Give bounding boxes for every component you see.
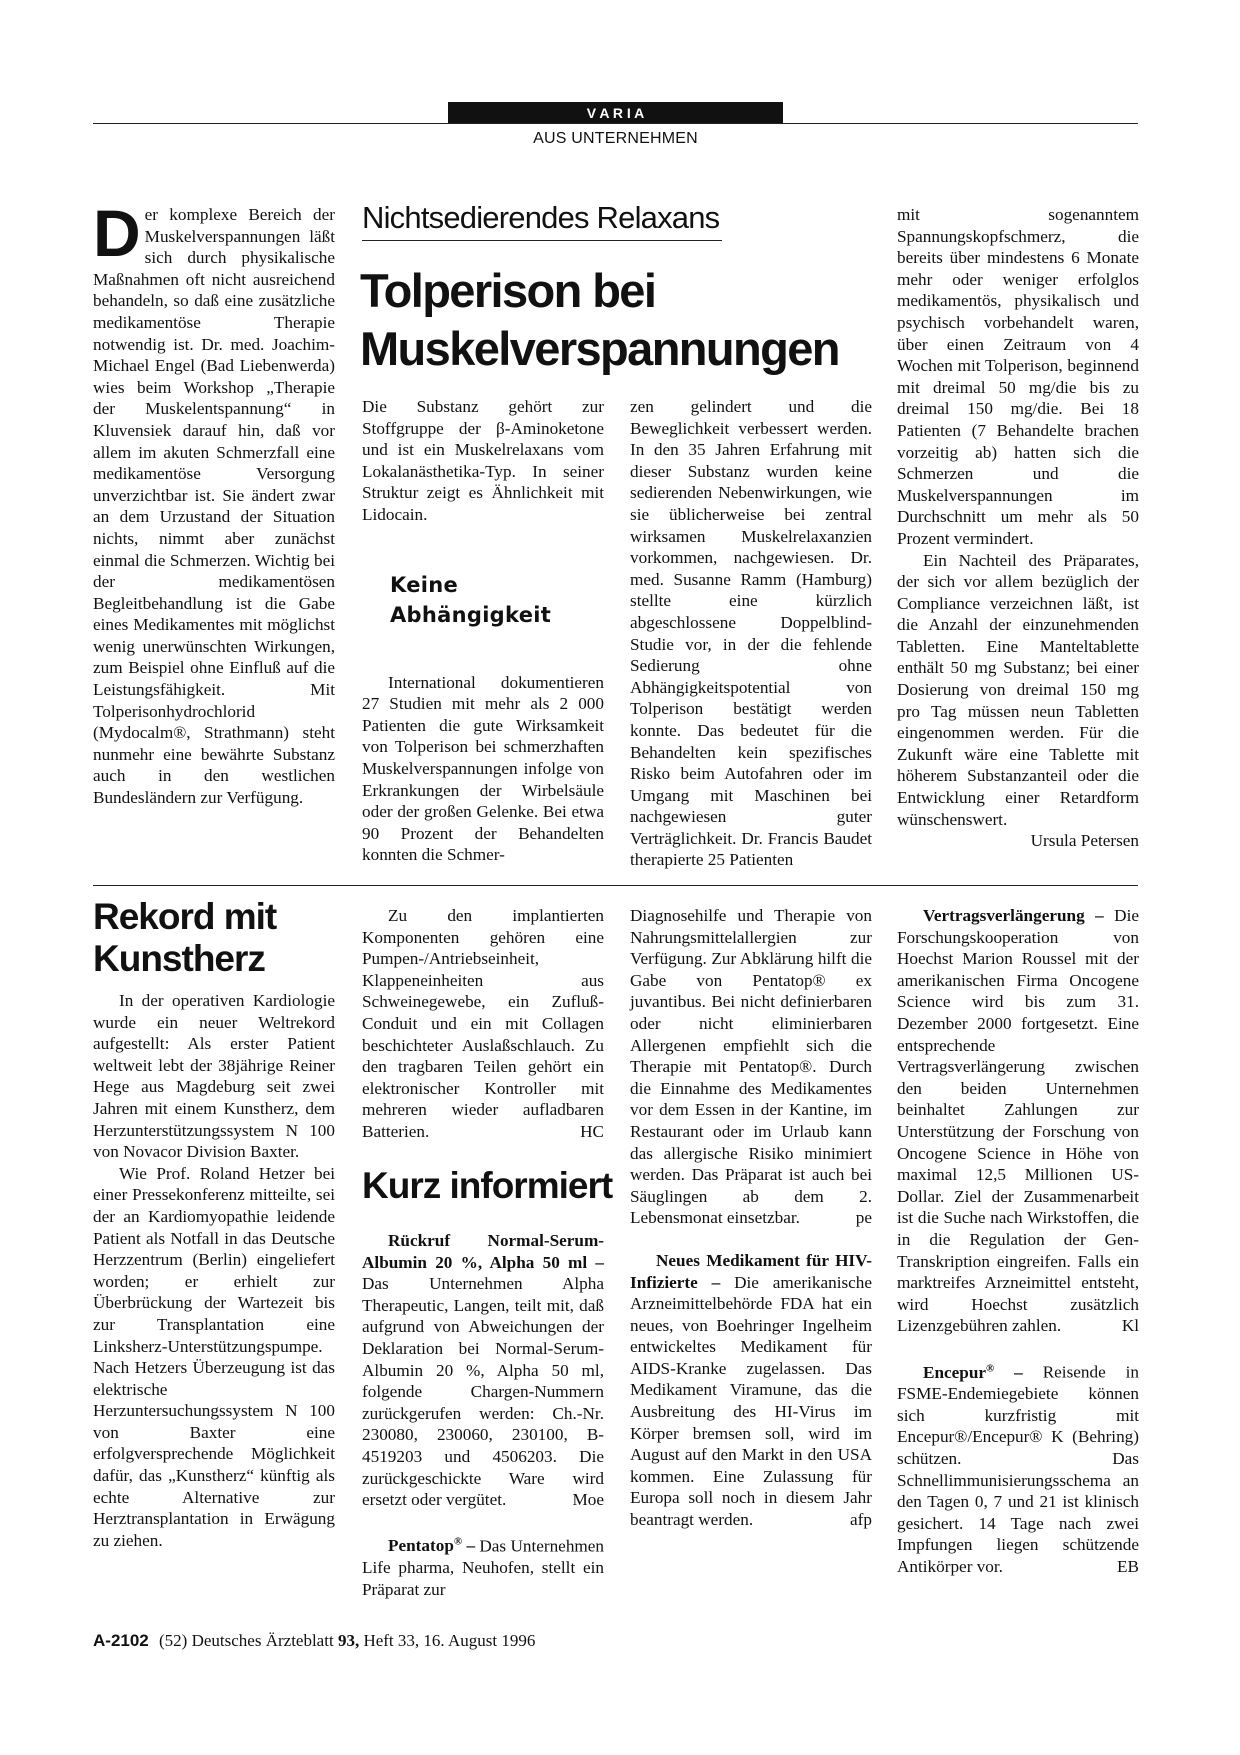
item2-dash: – [462, 1536, 476, 1556]
item4 [897, 905, 1139, 1337]
article1-col4-p2-wrap [897, 550, 1139, 851]
article3-col2 [362, 1230, 604, 1600]
mid-rule [93, 885, 1138, 886]
kicker-underline [362, 240, 722, 241]
article1-headline-line2: Muskelverspannungen [360, 322, 839, 375]
article1-col1 [93, 196, 335, 809]
volume: 93, [337, 1631, 360, 1650]
item2-cont [630, 905, 872, 1229]
article1-kicker: Nichtsedierendes Relaxans [362, 200, 720, 235]
article1-col4-p2: Ein Nachteil des Präparates, der sich vor allem bezüglich der Compliance verzeichnen läßt, ist die Anzahl der einzunehmenden Tabletten. Eine Manteltablette enthält 50 mg Substanz; bei einer Dosierung von dreimal 150 mg pro Tag müssen neun Tabletten eingenommen werden. Für die Zukunft wäre eine Tablette mit höherem Substanzanteil oder die Entwicklung einer Retardform wünschenswert. [897, 550, 1139, 829]
subsection-label: AUS UNTERNEHMEN [533, 130, 698, 147]
item1-text: Das Unternehmen Alpha Therapeutic, Langen, teilt mit, daß aufgrund von Abweichungen der Deklaration bei Normal-Serum-Albumin 20 %, Alpha 50 ml, folgende Chargen-Nummern zurückgerufen werden: Ch.-Nr. 230080, 230060, 230100, B-4519203 und 4506203. Die zurückgeschickte Ware wird ersetzt oder vergütet. [362, 1274, 604, 1510]
article3-headline: Kurz informiert [362, 1165, 613, 1206]
article2-p3: Zu den implantierten Komponenten gehören eine Pumpen-/Antriebseinheit, Klappeneinheiten aus Schweinegewebe, ein Zufluß-Conduit und ein mit Collagen beschichteter Auslaßschlauch. Zu den tragbaren Teilen gehört ein elektronischer Kontroller mit mehreren wieder aufladbaren Batterien. [362, 906, 604, 1141]
article2-col2 [362, 905, 604, 1143]
article1-subheading [390, 570, 604, 630]
item5 [897, 1358, 1139, 1578]
article1-author: Ursula Petersen [1030, 831, 1139, 851]
item5-dash: – [994, 1362, 1023, 1382]
article3-col4 [897, 905, 1139, 1578]
article1-intro: Die Substanz gehört zur Stoffgruppe der β-Aminoketone und ist ein Muskelrelaxans vom Lokalanästhetika-Typ. In seiner Struktur zeigt es Ähnlichkeit mit Lidocain. [362, 397, 604, 524]
article1-col2 [362, 396, 604, 866]
article2-author: HC [580, 1121, 604, 1141]
article2-headline-line2: Kunstherz [93, 938, 265, 979]
drop-cap: D [93, 196, 141, 270]
article3-col3 [630, 905, 872, 1531]
page-footer [93, 1630, 793, 1652]
article2-headline [93, 896, 335, 980]
article2-p2: Wie Prof. Roland Hetzer bei einer Pressekonferenz mitteilte, sei der an Kardiomyopathie leidende Patient als Notfall in das Deutsche Herzzentrum (Berlin) eingeliefert worden; er erhielt zur Überbrückung der Wartezeit bis zur Transplantation eine Linksherz-Unterstützungspumpe. Nach Hetzers Überzeugung ist das elektrische Herzuntersuchungssystem N 100 von Baxter eine erfolgversprechende Möglichkeit dafür, das „Kunstherz“ künftig als echte Alternative zur Herztransplantation in Erwägung zu ziehen. [93, 1163, 335, 1550]
item2-text-b: Diagnosehilfe und Therapie von Nahrungsmittelallergien zur Verfügung. Zur Abklärung hilft die Gabe von Pentatop® ex juvantibus. Bei nicht definierbaren oder nicht eliminierbaren Allergenen empfiehlt sich die Therapie mit Pentatop®. Durch die Einnahme des Medikamentes vor dem Essen in der Kantine, im Restaurant oder im Urlaub kann das allergische Risiko minimiert werden. Das Präparat ist auch bei Säuglingen ab dem 2. Lebensmonat einsetzbar. [630, 906, 872, 1228]
item2-lead: Pentatop [388, 1536, 454, 1556]
article2-p1: In der operativen Kardiologie wurde ein neuer Weltrekord aufgestellt: Als erster Patient weltweit lebt der 38jährige Reiner Hege aus Magdeburg seit zwei Jahren mit einem Kunstherz, dem Herzunterstützungssystem N 100 von Novacor Division Baxter. [93, 991, 335, 1162]
item5-text: Reisende in FSME-Endemiegebiete können sich kurzfristig mit Encepur®/Encepur® K (Behring) schützen. Das Schnellimmunisierungsschema an den Tagen 0, 7 und 21 ist klinisch gesichert. 14 Tage nach zwei Impfungen liegen schützende Antikörper vor. [897, 1362, 1140, 1576]
section-label: V A R I A [586, 105, 645, 121]
page-code: A-2102 [93, 1631, 149, 1650]
article1-col4 [897, 204, 1139, 852]
issue: Heft 33, 16. August 1996 [363, 1631, 536, 1650]
subheading-line1: Keine [390, 572, 459, 597]
item3-lead: Neues Medikament für HIV-Infizierte – [630, 1250, 872, 1292]
item3-author: afp [850, 1510, 872, 1530]
item3-text: Die amerikanische Arzneimittelbehörde FDA hat ein neues, von Boehringer Ingelheim entwickeltes Medikament für AIDS-Kranke zugelassen. Das Medikament Viramune, das die Ausbreitung des HI-Virus im Körper bremsen soll, wird im August auf den Markt in den USA kommen. Eine Zulassung für Europa soll noch in diesem Jahr beantragt werden. [630, 1272, 873, 1530]
item4-text: Die Forschungskooperation von Hoechst Marion Roussel mit der amerikanischen Firma Oncogene Science wird bis zum 31. Dezember 2000 fortgesetzt. Eine entsprechende Vertragsverlängerung zwischen den beiden Unternehmen beinhaltet Zahlungen zur Unterstützung der Forschung von Oncogene Science in Höhe von maximal 12,5 Millionen US-Dollar. Ziel der Zusammenarbeit ist die Suche nach Wirkstoffen, die in die Regulation der Gen-Transkription eingreifen. Falls ein marktreifes Arzneimittel entsteht, wird Hoechst zusätzlich Lizenzgebühren zahlen. [897, 906, 1139, 1336]
item2-text-a: Das Unternehmen Life pharma, Neuhofen, stellt ein Präparat zur [362, 1536, 604, 1599]
item2-reg: ® [453, 1535, 463, 1548]
article1-headline-line1: Tolperison bei [360, 264, 656, 317]
item4-author: Kl [1121, 1316, 1139, 1336]
item4-lead: Vertragsverlängerung – [923, 906, 1104, 925]
item3 [630, 1250, 872, 1531]
article1-col3-text: zen gelindert und die Beweglichkeit verbessert werden. In den 35 Jahren Erfahrung mit dieser Substanz wurden keine sedierenden Nebenwirkungen, wie sie üblicherweise bei zentral wirksamen Muskelrelaxanzien vorkommen, nachgewiesen. Dr. med. Susanne Ramm (Hamburg) stellte eine kürzlich abgeschlossene Doppelblind-Studie vor, in der die fehlende Sedierung ohne Abhängigkeitspotential von Tolperison bestätigt werden konnte. Das bedeutet für die Behandelten kein spezifisches Risko beim Autofahren oder im Umgang mit Maschinen bei nachgewiesen guter Verträglichkeit. Dr. Francis Baudet therapierte 25 Patienten [630, 397, 872, 870]
section-label-bar [448, 102, 783, 124]
article2-col1 [93, 990, 335, 1551]
article1-col1-text: er komplexe Bereich der Muskelverspannungen läßt sich durch physikalische Maßnahmen oft nicht ausreichend behandeln, so daß eine zusätzliche medikamentöse Therapie notwendig ist. Dr. med. Joachim-Michael Engel (Bad Liebenwerda) wies beim Workshop „Therapie der Muskelentspannung“ in Kluvensiek darauf hin, daß vor allem im akuten Schmerzfall eine medikamentöse Versorgung unverzichtbar ist. Sie ändert zwar an dem Urzustand der Situation nichts, nimmt aber zunächst einmal die Schmerzen. Wichtig bei der medikamentösen Begleitbehandlung ist die Gabe eines Medikamentes mit möglichst wenig unerwünschten Wirkungen, zum Beispiel ohne Einfluß auf die Leistungsfähigkeit. Mit Tolperisonhydrochlorid (Mydocalm®, Strathmann) steht nunmehr eine bewährte Substanz auch in den westlichen Bundesländern zur Verfügung. [93, 205, 335, 808]
article1-col4-p1: mit sogenanntem Spannungskopfschmerz, die bereits über mindestens 6 Monate mehr oder weniger erfolglos medikamentös, physikalisch und psychisch vorbehandelt waren, über einen Zeitraum von 4 Wochen mit Tolperison, beginnend mit dreimal 50 mg/die bis zu dreimal 150 mg/die. Bei 18 Patienten (7 Behandelte brachen vorzeitig ab) hatten sich die Schmerzen und die Muskelverspannungen im Durchschnitt um mehr als 50 Prozent vermindert. [897, 205, 1139, 548]
item2-start [362, 1532, 604, 1601]
item5-author: EB [1117, 1556, 1139, 1576]
item1-lead: Rückruf Normal-Serum-Albumin 20 %, Alpha 50 ml – [362, 1231, 604, 1272]
article2-headline-line1: Rekord mit [93, 896, 277, 937]
article1-col3 [630, 396, 872, 871]
page-number: (52) Deutsches Ärzteblatt [159, 1631, 334, 1650]
article2-p3-wrap [362, 905, 604, 1143]
item1-author: Moe [572, 1490, 604, 1510]
header-rule [93, 123, 1138, 124]
article1-col2-body: International dokumentieren 27 Studien mit mehr als 2 000 Patienten die gute Wirksamkeit von Tolperison bei schmerzhaften Muskelverspannungen infolge von Erkrankungen der Wirbelsäule oder der großen Gelenke. Bei etwa 90 Prozent der Behandelten konnten die Schmer- [362, 672, 604, 865]
article1-headline [360, 262, 880, 378]
subheading-line2: Abhängigkeit [390, 602, 552, 627]
item1 [362, 1230, 604, 1511]
item5-reg: ® [986, 1361, 995, 1374]
item2-author: pe [855, 1208, 872, 1228]
item5-lead: Encepur [923, 1362, 987, 1382]
